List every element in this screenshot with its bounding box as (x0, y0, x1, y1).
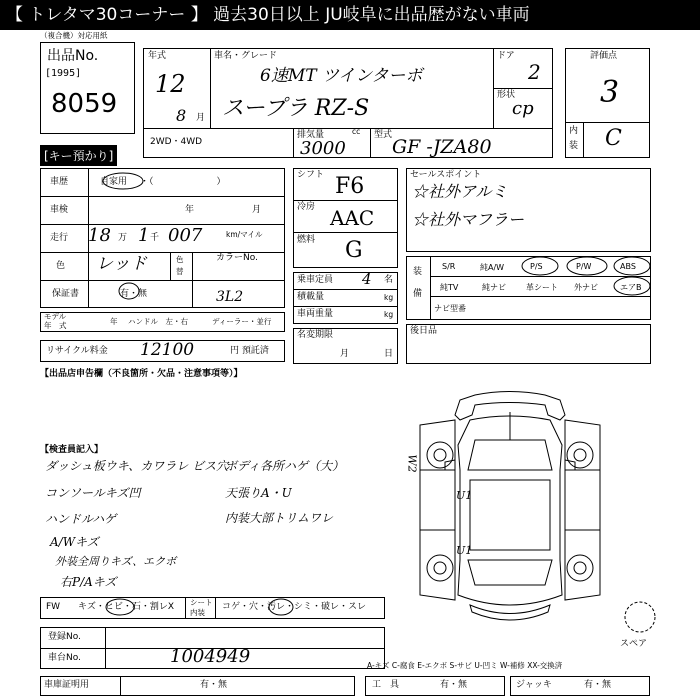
mileage-value1: 18 (88, 225, 111, 246)
interior-value: C (605, 126, 622, 151)
inspector-note-r3: 内装大部トリムワレ (225, 511, 334, 525)
history-circle (103, 173, 143, 189)
recycle-label: リサイクル料金 (46, 346, 108, 356)
equipment-label-2: 備 (413, 289, 423, 299)
mileage-value2: 1 (138, 225, 150, 246)
name-change-label: 名変期限 (297, 330, 334, 340)
model-value: GF -JZA80 (392, 136, 492, 158)
month-label: 月 (196, 113, 206, 123)
fuel-label: 燃料 (297, 235, 316, 245)
interior-label-bottom: 装 (569, 141, 579, 151)
inspection-year: 年 (185, 205, 195, 215)
inspection-month: 月 (252, 205, 262, 215)
equip-tv: 純TV (440, 283, 459, 292)
score-value: 3 (600, 75, 620, 110)
model-year-handle: ハンドル 左・右 (128, 317, 188, 326)
inspector-note-r2: 天張りA・U (225, 486, 292, 500)
chassis-label: 車台No. (48, 653, 81, 663)
fw-label: FW (46, 602, 61, 612)
displacement-label: 排気量 (297, 130, 325, 140)
inspector-note-3: ハンドルハゲ (45, 512, 117, 526)
model-year-label-bottom: 年 式 (44, 321, 67, 330)
inspection-label: 車検 (50, 205, 69, 215)
load-label: 積載量 (297, 292, 325, 302)
jack-options: 有・無 (584, 680, 612, 690)
inspector-note-5: 外装全周りキズ、エクボ (55, 555, 177, 568)
equip-leather: 革シート (526, 283, 558, 292)
capacity-unit: 名 (384, 275, 394, 285)
capacity-value: 4 (362, 270, 372, 288)
color-no-value: 3L2 (216, 289, 244, 305)
airbag-circle (614, 277, 650, 295)
year-label: 年式 (148, 51, 167, 61)
cert-label: 車庫証明用 (44, 680, 90, 690)
inspector-note-1: ダッシュ板ウキ、カワラレ ビス穴 (45, 459, 229, 473)
fuel-value: G (345, 238, 363, 263)
recycle-unit: 円 預託済 (230, 346, 269, 356)
model-year-year: 年 (110, 317, 118, 326)
inspector-label: 【検査員記入】 (40, 445, 104, 455)
header-note: （複合機）対応用紙 (40, 31, 108, 40)
fw-seat-bottom: 内装 (190, 608, 205, 617)
grade-value: 6速MT ツインターボ (260, 66, 423, 86)
displacement-unit: cc (352, 127, 361, 136)
fw-circle (106, 599, 134, 615)
equip-navi-model: ナビ型番 (434, 304, 466, 313)
history-value: 自家用 (100, 177, 128, 187)
sales-point-2: ☆社外マフラー (412, 210, 525, 229)
year-value: 12 (155, 70, 186, 98)
lot-number: 8059 (51, 89, 118, 119)
abs-circle (614, 257, 650, 275)
name-change-month: 月 (340, 349, 350, 359)
mileage-unit-km: km/マイル (226, 230, 263, 239)
car-name-value: スープラ RZ-S (222, 96, 370, 121)
model-year-label-top: モデル (44, 312, 67, 321)
warranty-circle (119, 283, 139, 299)
shift-value: F6 (335, 174, 365, 199)
sales-point-1: ☆社外アルミ (412, 182, 508, 201)
fw-seat-top: シート (190, 598, 213, 607)
equipment-label-1: 装 (413, 267, 423, 277)
delivery-label: 後日品 (410, 326, 438, 336)
shape-label: 形状 (497, 90, 516, 100)
tools-options: 有・無 (440, 680, 468, 690)
color-label: 色 (56, 261, 66, 271)
jack-label: ジャッキ (516, 680, 552, 690)
color-change-top: 色 (176, 255, 184, 264)
equip-abs: ABS (620, 262, 636, 271)
diagram-mark-u1b: U1 (456, 544, 473, 557)
equip-alloy: 純A/W (480, 263, 505, 272)
doors-label: ドア (497, 51, 515, 61)
shape-value: cp (512, 98, 534, 119)
equip-pw: P/W (576, 262, 592, 271)
ps-circle (522, 257, 558, 275)
equip-ps: P/S (530, 262, 543, 271)
displacement-value: 3000 (300, 138, 346, 159)
capacity-label: 乗車定員 (297, 275, 334, 285)
damage-legend: A-キズ C-腐食 E-エクボ S-サビ U-凹ミ W-補修 XX-交換済 (367, 661, 563, 670)
equip-sr: S/R (442, 262, 456, 271)
seat-circle (269, 599, 293, 615)
model-year-dealer: ディーラー・並行 (212, 317, 272, 326)
mileage-unit-man: 万 (118, 233, 128, 243)
recycle-value: 12100 (140, 340, 195, 360)
month-value: 8 (176, 106, 187, 125)
name-grade-label: 車名・グレード (214, 51, 278, 61)
history-paren: ・（ ） (140, 177, 226, 187)
spare-circle (625, 602, 655, 632)
seller-notes-label: 【出品店申告欄（不良箇所・欠品・注意事項等）】 (40, 369, 243, 379)
chassis-value: 1004949 (170, 646, 251, 667)
inspector-note-4: A/Wキズ (50, 535, 99, 549)
aircon-value: AAC (330, 206, 375, 230)
name-change-day: 日 (384, 349, 394, 359)
lot-label: 出品No. (47, 48, 99, 64)
aircon-label: 冷房 (297, 202, 316, 212)
warranty-options: 有・無 (120, 289, 148, 299)
diagram-mark-u1a: U1 (456, 489, 473, 502)
color-change-bottom: 替 (176, 267, 184, 276)
equip-ext-navi: 外ナビ (574, 283, 598, 292)
load-unit: kg (384, 293, 394, 302)
key-tag: [キー預かり] (40, 145, 117, 166)
interior-label-top: 内 (569, 126, 579, 136)
inspector-note-6: 右P/Aキズ (60, 575, 117, 589)
fw-seat-items: コゲ・穴・汚レ・シミ・破レ・スレ (222, 602, 367, 612)
mileage-value3: 007 (168, 225, 203, 246)
inspector-note-2: コンソールキズ凹 (45, 486, 141, 500)
tools-label: 工 具 (372, 680, 400, 690)
sales-points-label: セールスポイント (410, 170, 482, 180)
score-label: 評価点 (590, 51, 618, 61)
color-value: レッド (96, 254, 147, 274)
warranty-label: 保証書 (52, 289, 80, 299)
banner: 【 トレタマ30コーナー 】 過去30日以上 JU岐阜に出品歴がない車両 (0, 0, 700, 30)
history-label: 車歴 (50, 177, 69, 187)
inspector-note-r1: ボディ各所ハゲ（大） (225, 459, 345, 473)
cert-options: 有・無 (200, 680, 228, 690)
weight-unit: kg (384, 310, 394, 319)
lot-year-tag: [1995] (45, 68, 82, 79)
drive-label: 2WD・4WD (150, 137, 203, 147)
equip-airbag: エアB (620, 283, 642, 292)
pw-circle (567, 257, 607, 275)
model-label: 型式 (374, 130, 393, 140)
diagram-mark-w2: W2 (405, 454, 419, 473)
mileage-unit-sen: 千 (150, 233, 160, 243)
doors-value: 2 (528, 60, 541, 84)
fw-items: キズ・ヒビ・石・割レX (78, 602, 174, 612)
registration-label: 登録No. (48, 632, 81, 642)
mileage-label: 走行 (50, 233, 69, 243)
spare-label: スペア (620, 639, 648, 649)
shift-label: シフト (297, 170, 325, 180)
color-no-label: カラーNo. (216, 253, 258, 263)
equip-navi: 純ナビ (482, 283, 506, 292)
weight-label: 車両重量 (297, 309, 334, 319)
